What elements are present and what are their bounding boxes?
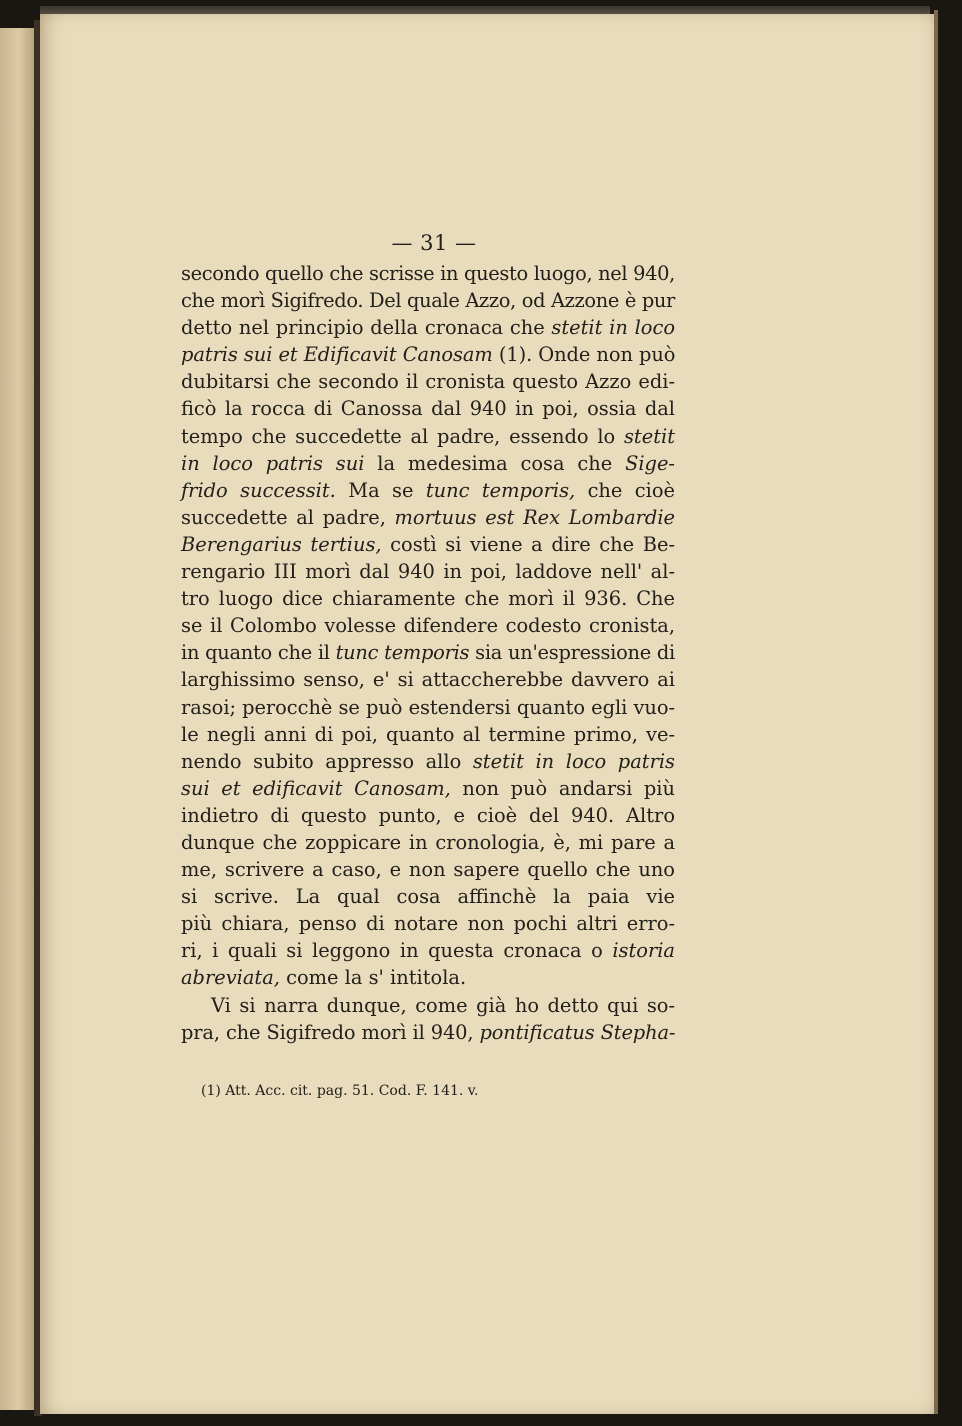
text-run: costì si viene a dire che Be- [381,532,675,556]
text-line [181,694,675,721]
italic-run: mortuus est Rex Lombardie [394,505,675,529]
text-line [181,314,675,341]
text-line [181,368,675,395]
text-run: la medesima cosa che [364,451,626,475]
text-line [181,937,675,964]
text-run: nendo subito appresso allo [181,749,473,773]
italic-run: frido successit. [181,478,336,502]
text-run: come la s' intitola. [279,966,467,990]
text-run: se il Colombo volesse difendere codesto cronista, [181,614,675,638]
text-run: dubitarsi che secondo il cronista questo Azzo edi- [181,370,675,394]
italic-run: Sige- [625,451,675,475]
italic-run: patris sui et Edificavit Canosam [181,343,493,367]
text-run: rengario III morì dal 940 in poi, laddove nell' al- [181,560,675,584]
text-run: Ma se [335,478,426,502]
text-run: tro luogo dice chiaramente che morì il 936. Che [181,587,675,611]
paragraph-first-line [181,992,675,1019]
page-number: — 31 — [391,231,477,255]
body-text [181,260,675,1046]
text-line [181,531,675,558]
text-run: sia un'espressione di [469,641,675,665]
previous-page-edge [0,28,34,1410]
text-run: larghissimo senso, e' si attaccherebbe davvero ai [181,668,675,692]
text-line [181,856,675,883]
text-run: pra, che Sigifredo morì il 940, [181,1020,480,1044]
italic-run: stetit in loco [551,316,676,340]
italic-run: tunc temporis [335,641,470,665]
text-line [181,666,675,693]
text-run: dunque che zoppicare in cronologia, è, mi pare a [181,830,675,854]
footnote: (1) Att. Acc. cit. pag. 51. Cod. F. 141. v. [201,1082,479,1099]
text-run: detto nel principio della cronaca che [181,316,552,340]
text-line [181,1019,675,1046]
italic-run: tunc temporis, [425,478,576,502]
text-line [181,639,675,666]
text-line [181,504,675,531]
text-line [181,748,675,775]
text-line [181,910,675,937]
text-line [181,612,675,639]
paragraph-last-line [181,964,675,991]
text-run: in quanto che il [181,641,336,665]
text-run: rasoi; perocchè se può estendersi quanto egli vuo- [181,695,675,719]
italic-run: stetit [623,424,675,448]
italic-run: sui et edificavit Canosam, [181,776,451,800]
text-line [181,260,675,287]
text-run: Vi si narra dunque, come già ho detto qui so- [211,993,675,1017]
page-right-edge [934,10,938,1414]
text-run: ficò la rocca di Canossa dal 940 in poi, ossia dal [181,397,675,421]
text-line [181,287,675,314]
text-line [181,585,675,612]
page-text-block [181,226,675,1100]
text-line [181,775,675,802]
text-line [181,883,675,910]
text-run: che cioè [575,478,675,502]
italic-run: stetit in loco patris [472,749,675,773]
text-line [181,395,675,422]
text-run: le negli anni di poi, quanto al termine primo, ve- [181,722,675,746]
italic-run: abreviata, [181,966,280,990]
italic-run: in loco patris sui [181,451,365,475]
text-run: tempo che succedette al padre, essendo lo [181,424,624,448]
text-line [181,721,675,748]
text-run: ri, i quali si leggono in questa cronaca o [181,939,613,963]
text-run: si scrive. La qual cosa affinchè la paia vie [181,885,675,909]
text-line [181,423,675,450]
text-line [181,477,675,504]
text-run: che morì Sigifredo. Del quale Azzo, od Azzone è pur [181,289,675,313]
text-run: secondo quello che scrisse in questo luogo, nel 940, [181,262,675,285]
text-run: me, scrivere a caso, e non sapere quello che uno [181,858,675,882]
text-run: indietro di questo punto, e cioè del 940. Altro [181,803,675,827]
text-line [181,450,675,477]
text-run: più chiara, penso di notare non pochi altri erro- [181,912,675,936]
italic-run: pontificatus Stepha- [479,1020,676,1044]
text-run: succedette al padre, [181,505,395,529]
text-line [181,341,675,368]
italic-run: Berengarius tertius, [181,532,382,556]
italic-run: istoria [612,939,675,963]
text-run: non può andarsi più [450,776,675,800]
text-line [181,558,675,585]
text-line [181,829,675,856]
text-line [181,802,675,829]
text-run: (1). Onde non può [492,343,676,367]
